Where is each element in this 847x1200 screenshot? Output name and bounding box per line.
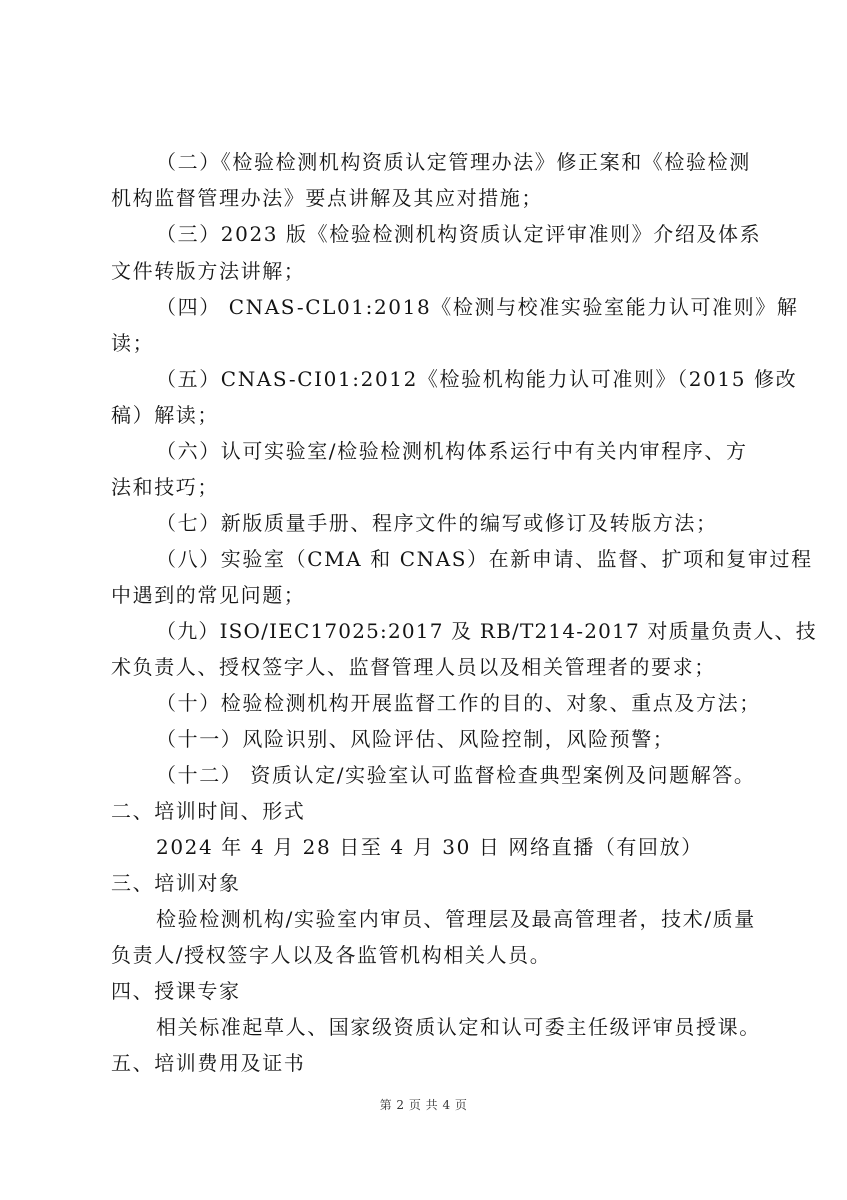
text-line-8-1: （八）实验室（CMA 和 CNAS）在新申请、监督、扩项和复审过程 xyxy=(156,547,813,571)
text-line-4-1: （四） CNAS-CL01:2018《检测与校准实验室能力认可准则》解 xyxy=(156,295,799,319)
training-time-text: 2024 年 4 月 28 日至 4 月 30 日 网络直播（有回放） xyxy=(156,835,703,859)
text-line-5-1: （五）CNAS-CI01:2012《检验机构能力认可准则》（2015 修改 xyxy=(156,367,798,391)
text-line-12: （十二） 资质认定/实验室认可监督检查典型案例及问题解答。 xyxy=(156,763,756,787)
text-line-10: （十）检验检测机构开展监督工作的目的、对象、重点及方法； xyxy=(156,691,761,715)
section-heading-5: 五、培训费用及证书 xyxy=(111,1051,306,1075)
text-line-6-2: 法和技巧； xyxy=(111,475,219,499)
text-line-7: （七）新版质量手册、程序文件的编写或修订及转版方法； xyxy=(156,511,718,535)
text-line-2-2: 机构监督管理办法》要点讲解及其应对措施； xyxy=(111,186,543,210)
section-heading-4: 四、授课专家 xyxy=(111,979,241,1003)
training-audience-line-2: 负责人/授权签字人以及各监管机构相关人员。 xyxy=(111,943,552,967)
text-line-8-2: 中遇到的常见问题； xyxy=(111,583,306,607)
text-line-3-1: （三）2023 版《检验检测机构资质认定评审准则》介绍及体系 xyxy=(156,222,762,246)
section-heading-3: 三、培训对象 xyxy=(111,871,241,895)
text-line-9-2: 术负责人、授权签字人、监督管理人员以及相关管理者的要求； xyxy=(111,655,716,679)
text-line-9-1: （九）ISO/IEC17025:2017 及 RB/T214-2017 对质量负责人、技 xyxy=(156,619,817,643)
text-line-4-2: 读； xyxy=(111,331,155,355)
text-line-11: （十一）风险识别、风险评估、风险控制，风险预警； xyxy=(156,727,675,751)
text-line-5-2: 稿）解读； xyxy=(111,403,219,427)
section-heading-2: 二、培训时间、形式 xyxy=(111,799,306,823)
text-line-6-1: （六）认可实验室/检验检测机构体系运行中有关内审程序、方 xyxy=(156,439,748,463)
training-audience-line-1: 检验检测机构/实验室内审员、管理层及最高管理者，技术/质量 xyxy=(156,907,756,931)
text-line-3-2: 文件转版方法讲解； xyxy=(111,259,306,283)
page-number-footer: 第 2 页 共 4 页 xyxy=(379,1098,468,1112)
experts-text: 相关标准起草人、国家级资质认定和认可委主任级评审员授课。 xyxy=(156,1015,761,1039)
text-line-2-1: （二）《检验检测机构资质认定管理办法》修正案和《检验检测 xyxy=(156,150,751,174)
